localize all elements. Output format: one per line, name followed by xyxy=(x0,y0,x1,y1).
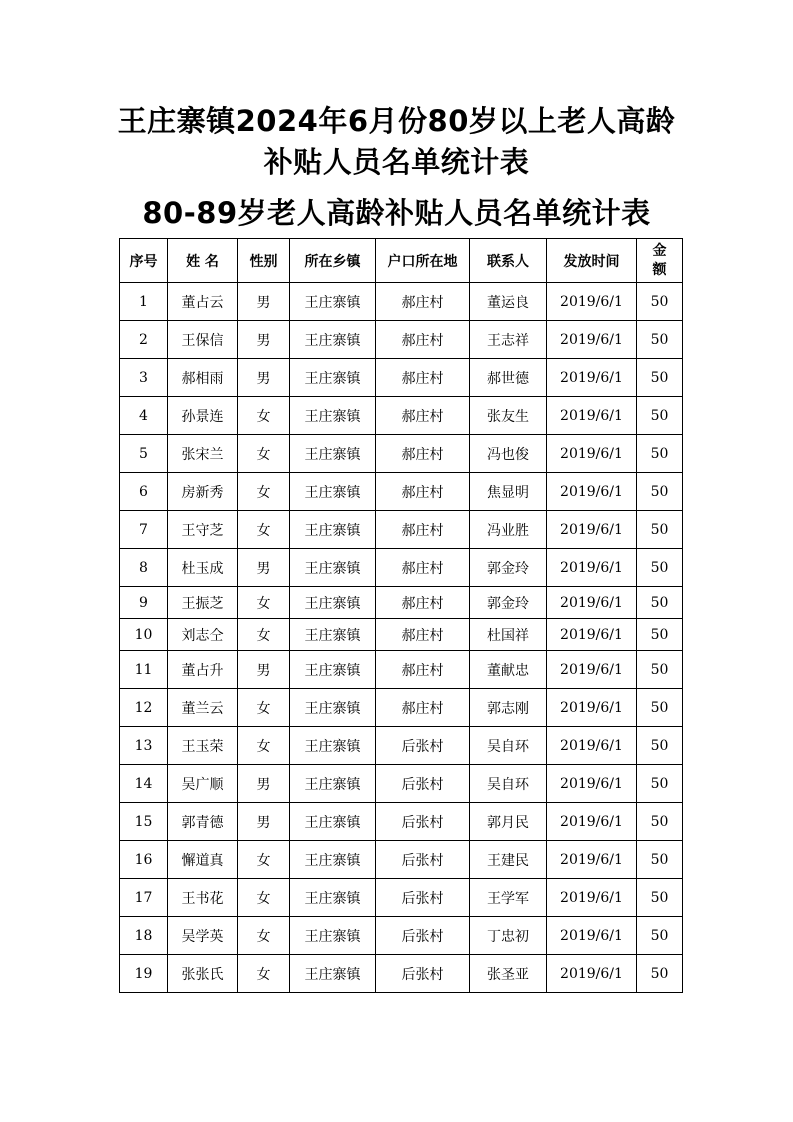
table-row xyxy=(120,917,683,955)
cell-amount: 50 xyxy=(637,841,683,879)
cell-name: 孙景连 xyxy=(168,397,238,435)
cell-contact: 董献忠 xyxy=(470,651,547,689)
cell-name: 郭青德 xyxy=(168,803,238,841)
cell-amount: 50 xyxy=(637,619,683,651)
cell-date: 2019/6/1 xyxy=(547,841,637,879)
cell-no: 16 xyxy=(120,841,168,879)
cell-contact: 董运良 xyxy=(470,283,547,321)
table-row xyxy=(120,435,683,473)
table-row xyxy=(120,841,683,879)
cell-no: 19 xyxy=(120,955,168,993)
cell-contact: 冯也俊 xyxy=(470,435,547,473)
cell-contact: 郭月民 xyxy=(470,803,547,841)
cell-amount: 50 xyxy=(637,727,683,765)
cell-amount: 50 xyxy=(637,435,683,473)
table-row xyxy=(120,397,683,435)
table-row xyxy=(120,879,683,917)
table-row xyxy=(120,651,683,689)
cell-name: 董兰云 xyxy=(168,689,238,727)
cell-no: 18 xyxy=(120,917,168,955)
cell-no: 7 xyxy=(120,511,168,549)
cell-town: 王庄寨镇 xyxy=(290,955,376,993)
cell-amount: 50 xyxy=(637,397,683,435)
cell-contact: 丁忠初 xyxy=(470,917,547,955)
cell-date: 2019/6/1 xyxy=(547,283,637,321)
cell-date: 2019/6/1 xyxy=(547,549,637,587)
cell-contact: 张友生 xyxy=(470,397,547,435)
table-row xyxy=(120,549,683,587)
cell-contact: 杜国祥 xyxy=(470,619,547,651)
cell-amount: 50 xyxy=(637,359,683,397)
header-hukou: 户口所在地 xyxy=(376,239,470,283)
cell-gender: 女 xyxy=(238,879,290,917)
cell-date: 2019/6/1 xyxy=(547,955,637,993)
cell-date: 2019/6/1 xyxy=(547,473,637,511)
cell-amount: 50 xyxy=(637,917,683,955)
table-row xyxy=(120,587,683,619)
cell-date: 2019/6/1 xyxy=(547,359,637,397)
cell-gender: 男 xyxy=(238,283,290,321)
cell-gender: 女 xyxy=(238,727,290,765)
header-no: 序号 xyxy=(120,239,168,283)
cell-hukou: 郝庄村 xyxy=(376,283,470,321)
cell-date: 2019/6/1 xyxy=(547,803,637,841)
cell-town: 王庄寨镇 xyxy=(290,397,376,435)
cell-name: 王保信 xyxy=(168,321,238,359)
cell-no: 13 xyxy=(120,727,168,765)
cell-amount: 50 xyxy=(637,549,683,587)
cell-no: 4 xyxy=(120,397,168,435)
header-amount-line1: 金 xyxy=(652,242,667,259)
table-row xyxy=(120,283,683,321)
cell-amount: 50 xyxy=(637,955,683,993)
cell-town: 王庄寨镇 xyxy=(290,549,376,587)
cell-name: 懈道真 xyxy=(168,841,238,879)
header-contact: 联系人 xyxy=(470,239,547,283)
cell-no: 10 xyxy=(120,619,168,651)
cell-date: 2019/6/1 xyxy=(547,917,637,955)
cell-date: 2019/6/1 xyxy=(547,765,637,803)
cell-amount: 50 xyxy=(637,511,683,549)
document-title-continued: 补贴人员名单统计表 xyxy=(263,145,530,179)
cell-contact: 郭志刚 xyxy=(470,689,547,727)
cell-contact: 张圣亚 xyxy=(470,955,547,993)
cell-town: 王庄寨镇 xyxy=(290,841,376,879)
cell-amount: 50 xyxy=(637,587,683,619)
cell-name: 王振芝 xyxy=(168,587,238,619)
cell-name: 王书花 xyxy=(168,879,238,917)
header-name: 姓 名 xyxy=(168,239,238,283)
cell-amount: 50 xyxy=(637,803,683,841)
cell-amount: 50 xyxy=(637,689,683,727)
cell-town: 王庄寨镇 xyxy=(290,765,376,803)
cell-gender: 女 xyxy=(238,473,290,511)
document-title: 王庄寨镇2024年6月份80岁以上老人高龄 xyxy=(117,104,676,138)
table-title: 80-89岁老人高龄补贴人员名单统计表 xyxy=(142,196,651,230)
cell-name: 吴广顺 xyxy=(168,765,238,803)
cell-hukou: 后张村 xyxy=(376,841,470,879)
cell-name: 张张氏 xyxy=(168,955,238,993)
cell-hukou: 郝庄村 xyxy=(376,511,470,549)
cell-name: 王玉荣 xyxy=(168,727,238,765)
cell-town: 王庄寨镇 xyxy=(290,651,376,689)
cell-name: 房新秀 xyxy=(168,473,238,511)
cell-gender: 男 xyxy=(238,549,290,587)
header-amount xyxy=(637,239,683,283)
cell-amount: 50 xyxy=(637,321,683,359)
cell-contact: 王志祥 xyxy=(470,321,547,359)
cell-contact: 冯业胜 xyxy=(470,511,547,549)
cell-name: 郝相雨 xyxy=(168,359,238,397)
cell-gender: 女 xyxy=(238,689,290,727)
cell-town: 王庄寨镇 xyxy=(290,283,376,321)
header-town: 所在乡镇 xyxy=(290,239,376,283)
cell-contact: 郭金玲 xyxy=(470,549,547,587)
cell-gender: 男 xyxy=(238,321,290,359)
cell-hukou: 后张村 xyxy=(376,879,470,917)
cell-no: 6 xyxy=(120,473,168,511)
table-row xyxy=(120,727,683,765)
table-row xyxy=(120,619,683,651)
cell-no: 15 xyxy=(120,803,168,841)
cell-contact: 郝世德 xyxy=(470,359,547,397)
cell-gender: 女 xyxy=(238,841,290,879)
table-row xyxy=(120,803,683,841)
table-row xyxy=(120,689,683,727)
cell-name: 杜玉成 xyxy=(168,549,238,587)
cell-town: 王庄寨镇 xyxy=(290,321,376,359)
cell-name: 吴学英 xyxy=(168,917,238,955)
cell-town: 王庄寨镇 xyxy=(290,879,376,917)
cell-no: 9 xyxy=(120,587,168,619)
cell-gender: 女 xyxy=(238,917,290,955)
cell-gender: 男 xyxy=(238,765,290,803)
cell-date: 2019/6/1 xyxy=(547,587,637,619)
cell-gender: 女 xyxy=(238,397,290,435)
subsidy-table xyxy=(119,238,683,993)
cell-amount: 50 xyxy=(637,879,683,917)
cell-no: 3 xyxy=(120,359,168,397)
cell-town: 王庄寨镇 xyxy=(290,727,376,765)
table-row xyxy=(120,321,683,359)
cell-date: 2019/6/1 xyxy=(547,435,637,473)
table-row xyxy=(120,765,683,803)
table-header-row xyxy=(120,239,683,283)
cell-hukou: 郝庄村 xyxy=(376,435,470,473)
table-body xyxy=(120,283,683,993)
cell-no: 14 xyxy=(120,765,168,803)
cell-hukou: 后张村 xyxy=(376,955,470,993)
cell-gender: 女 xyxy=(238,955,290,993)
cell-gender: 男 xyxy=(238,359,290,397)
cell-amount: 50 xyxy=(637,473,683,511)
cell-town: 王庄寨镇 xyxy=(290,511,376,549)
cell-hukou: 郝庄村 xyxy=(376,397,470,435)
cell-date: 2019/6/1 xyxy=(547,619,637,651)
cell-hukou: 郝庄村 xyxy=(376,473,470,511)
cell-contact: 王建民 xyxy=(470,841,547,879)
cell-hukou: 郝庄村 xyxy=(376,321,470,359)
table-row xyxy=(120,511,683,549)
cell-date: 2019/6/1 xyxy=(547,727,637,765)
cell-hukou: 郝庄村 xyxy=(376,651,470,689)
cell-town: 王庄寨镇 xyxy=(290,619,376,651)
table-row xyxy=(120,359,683,397)
cell-no: 11 xyxy=(120,651,168,689)
cell-hukou: 后张村 xyxy=(376,727,470,765)
cell-no: 2 xyxy=(120,321,168,359)
cell-gender: 女 xyxy=(238,435,290,473)
cell-town: 王庄寨镇 xyxy=(290,689,376,727)
cell-town: 王庄寨镇 xyxy=(290,473,376,511)
cell-no: 12 xyxy=(120,689,168,727)
cell-hukou: 后张村 xyxy=(376,803,470,841)
cell-date: 2019/6/1 xyxy=(547,511,637,549)
cell-contact: 王学军 xyxy=(470,879,547,917)
cell-name: 董占云 xyxy=(168,283,238,321)
cell-date: 2019/6/1 xyxy=(547,397,637,435)
cell-hukou: 郝庄村 xyxy=(376,549,470,587)
cell-gender: 女 xyxy=(238,587,290,619)
cell-hukou: 后张村 xyxy=(376,917,470,955)
cell-date: 2019/6/1 xyxy=(547,651,637,689)
cell-date: 2019/6/1 xyxy=(547,879,637,917)
cell-contact: 吴自环 xyxy=(470,765,547,803)
cell-date: 2019/6/1 xyxy=(547,321,637,359)
cell-hukou: 郝庄村 xyxy=(376,359,470,397)
cell-town: 王庄寨镇 xyxy=(290,917,376,955)
cell-hukou: 郝庄村 xyxy=(376,587,470,619)
cell-no: 8 xyxy=(120,549,168,587)
table-row xyxy=(120,955,683,993)
header-amount-line2: 额 xyxy=(652,261,667,278)
cell-gender: 女 xyxy=(238,619,290,651)
cell-name: 刘志仝 xyxy=(168,619,238,651)
cell-hukou: 郝庄村 xyxy=(376,619,470,651)
cell-contact: 吴自环 xyxy=(470,727,547,765)
cell-contact: 郭金玲 xyxy=(470,587,547,619)
cell-town: 王庄寨镇 xyxy=(290,803,376,841)
cell-gender: 女 xyxy=(238,511,290,549)
table-row xyxy=(120,473,683,511)
cell-name: 董占升 xyxy=(168,651,238,689)
cell-gender: 男 xyxy=(238,651,290,689)
cell-date: 2019/6/1 xyxy=(547,689,637,727)
cell-amount: 50 xyxy=(637,651,683,689)
cell-town: 王庄寨镇 xyxy=(290,435,376,473)
cell-no: 17 xyxy=(120,879,168,917)
cell-hukou: 郝庄村 xyxy=(376,689,470,727)
cell-name: 张宋兰 xyxy=(168,435,238,473)
cell-no: 1 xyxy=(120,283,168,321)
cell-contact: 焦显明 xyxy=(470,473,547,511)
cell-name: 王守芝 xyxy=(168,511,238,549)
cell-no: 5 xyxy=(120,435,168,473)
cell-amount: 50 xyxy=(637,283,683,321)
cell-amount: 50 xyxy=(637,765,683,803)
cell-town: 王庄寨镇 xyxy=(290,359,376,397)
cell-hukou: 后张村 xyxy=(376,765,470,803)
cell-gender: 男 xyxy=(238,803,290,841)
header-gender: 性别 xyxy=(238,239,290,283)
cell-town: 王庄寨镇 xyxy=(290,587,376,619)
header-date: 发放时间 xyxy=(547,239,637,283)
